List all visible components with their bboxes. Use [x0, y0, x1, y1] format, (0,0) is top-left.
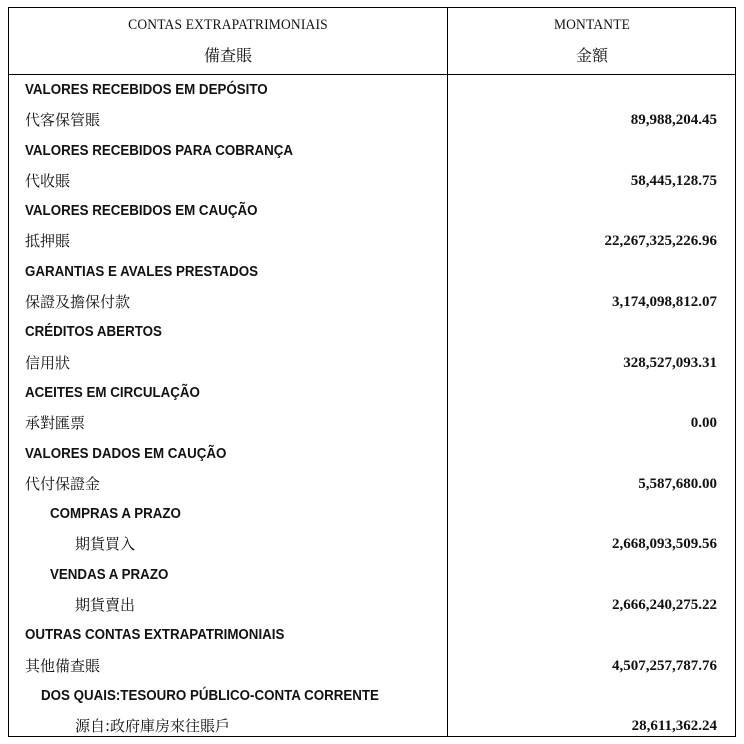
row-label: VALORES RECEBIDOS EM CAUÇÃO: [25, 203, 258, 220]
header-amount: [447, 8, 737, 75]
table-row: [9, 439, 735, 469]
table-row: [9, 348, 735, 378]
row-amount: 3,174,098,812.07: [612, 294, 717, 311]
row-amount: 0.00: [690, 415, 717, 432]
row-label: 源自:政府庫房來往賬戶: [75, 717, 231, 736]
row-label: 代客保管賬: [25, 111, 101, 130]
row-label: 抵押賬: [25, 232, 71, 251]
row-amount: 89,988,204.45: [630, 112, 717, 129]
table-body: [9, 75, 735, 742]
table-row: [9, 711, 735, 741]
table-row: [9, 136, 735, 166]
header-amount-pt: MONTANTE: [553, 17, 631, 33]
row-label: VALORES RECEBIDOS PARA COBRANÇA: [25, 142, 294, 159]
off-balance-sheet-table: [8, 7, 736, 737]
table-header: [9, 8, 735, 75]
row-amount: 4,507,257,787.76: [612, 657, 717, 674]
row-label: CRÉDITOS ABERTOS: [25, 324, 162, 341]
table-row: [9, 226, 735, 256]
row-amount: 28,611,362.24: [631, 718, 717, 735]
row-amount: 58,445,128.75: [630, 172, 717, 189]
header-accounts-pt: CONTAS EXTRAPATRIMONIAIS: [128, 17, 328, 33]
row-label: 代收賬: [25, 171, 71, 190]
table-row: [9, 257, 735, 287]
table-row: [9, 105, 735, 135]
row-label: DOS QUAIS:TESOURO PÚBLICO-CONTA CORRENTE: [41, 687, 379, 704]
table-row: [9, 196, 735, 226]
table-row: [9, 378, 735, 408]
row-label: 其他備查賬: [25, 656, 101, 675]
table-row: [9, 499, 735, 529]
row-amount: 5,587,680.00: [638, 475, 717, 492]
row-label: 代付保證金: [25, 474, 101, 493]
row-amount: 2,668,093,509.56: [612, 536, 717, 553]
row-label: 承對匯票: [25, 414, 86, 433]
table-row: [9, 408, 735, 438]
table-row: [9, 590, 735, 620]
table-row: [9, 469, 735, 499]
row-label: GARANTIAS E AVALES PRESTADOS: [25, 263, 258, 280]
row-label: COMPRAS A PRAZO: [50, 506, 181, 523]
row-label: VALORES DADOS EM CAUÇÃO: [25, 445, 227, 462]
table-row: [9, 560, 735, 590]
row-label: ACEITES EM CIRCULAÇÃO: [25, 384, 200, 401]
row-label: 信用狀: [25, 353, 71, 372]
row-label: 期貨買入: [75, 535, 136, 554]
row-label: 保證及擔保付款: [25, 293, 131, 312]
table-row: [9, 75, 735, 105]
header-accounts: [9, 8, 447, 75]
row-amount: 22,267,325,226.96: [604, 233, 717, 250]
table-row: [9, 166, 735, 196]
row-amount: 2,666,240,275.22: [612, 597, 717, 614]
row-label: OUTRAS CONTAS EXTRAPATRIMONIAIS: [25, 627, 285, 644]
row-label: VALORES RECEBIDOS EM DEPÓSITO: [25, 82, 268, 98]
table-row: [9, 317, 735, 347]
table-row: [9, 651, 735, 681]
table-row: [9, 620, 735, 650]
header-accounts-zh: 備查賬: [203, 48, 252, 65]
row-amount: 328,527,093.31: [623, 354, 717, 371]
table-row: [9, 681, 735, 711]
row-label: VENDAS A PRAZO: [50, 566, 169, 583]
row-label: 期貨賣出: [75, 596, 136, 615]
table-row: [9, 287, 735, 317]
header-amount-zh: 金額: [575, 48, 608, 65]
table-row: [9, 529, 735, 559]
